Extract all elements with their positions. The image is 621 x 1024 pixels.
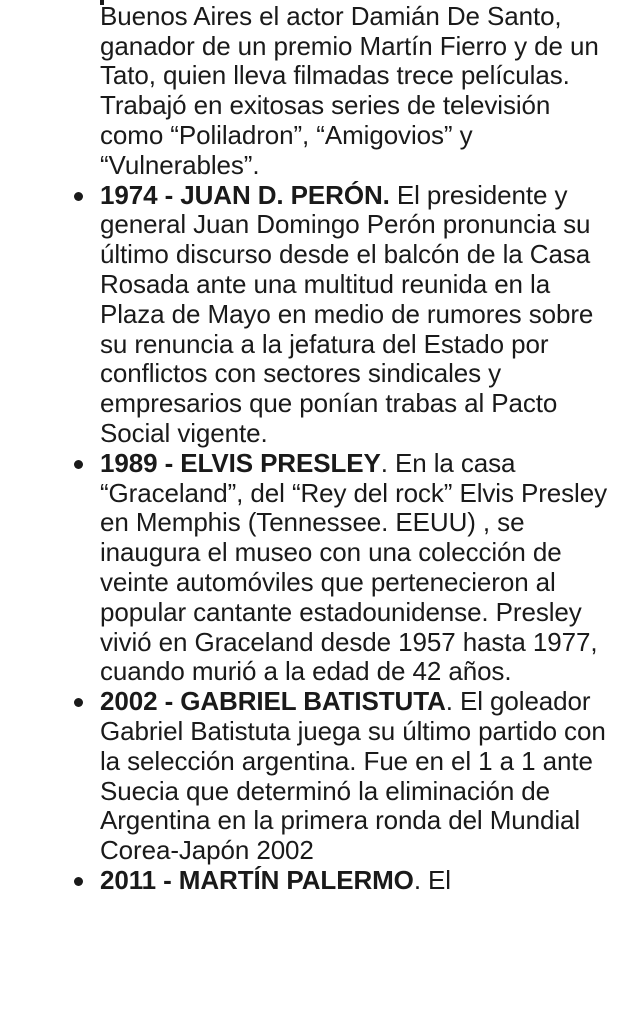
event-heading: 2011 - MARTÍN PALERMO [100, 864, 414, 895]
event-heading: 1974 - JUAN D. PERÓN. [100, 179, 390, 210]
event-heading: 1989 - ELVIS PRESLEY [100, 447, 381, 478]
list-item [0, 0, 621, 181]
bullet-icon [74, 698, 83, 707]
bullet-icon [74, 460, 83, 469]
event-text: Buenos Aires el actor Damián De Santo, ganador de un premio Martín Fierro y de un Tato, quien lleva filmadas trece películas. Trabajó en exitosas series de televisión como “Poliladron”, “Amigovios” y “Vulnerables”. [100, 0, 599, 180]
event-heading: 2002 - GABRIEL BATISTUTA [100, 686, 446, 717]
list-item [0, 181, 621, 449]
bullet-icon [74, 877, 83, 886]
list-item [0, 866, 621, 896]
event-text: El presidente y general Juan Domingo Perón pronuncia su último discurso desde el balcón de la Casa Rosada ante una multitud reunida en la Plaza de Mayo en medio de rumores sobre su renuncia a la jefatura del Estado por conflictos con sectores sindicales y empresarios que ponían trabas al Pacto Social vigente. [100, 179, 594, 448]
list-item [0, 449, 621, 687]
event-text: . El [413, 864, 451, 895]
list-item [0, 687, 621, 866]
event-text: . En la casa “Graceland”, del “Rey del rock” Elvis Presley en Memphis (Tennessee. EEUU) , se inaugura el museo con una colección de veinte automóviles que pertenecieron al popular cantante estadounidense. Presley vivió en Graceland desde 1957 hasta 1977, cuando murió a la edad de 42 años. [100, 447, 607, 687]
event-text: . El goleador Gabriel Batistuta juega su último partido con la selección argentina. Fue en el 1 a 1 ante Suecia que determinó la eliminación de Argentina en la primera ronda del Mundial Corea-Japón 2002 [100, 686, 606, 866]
bullet-icon [74, 192, 83, 201]
